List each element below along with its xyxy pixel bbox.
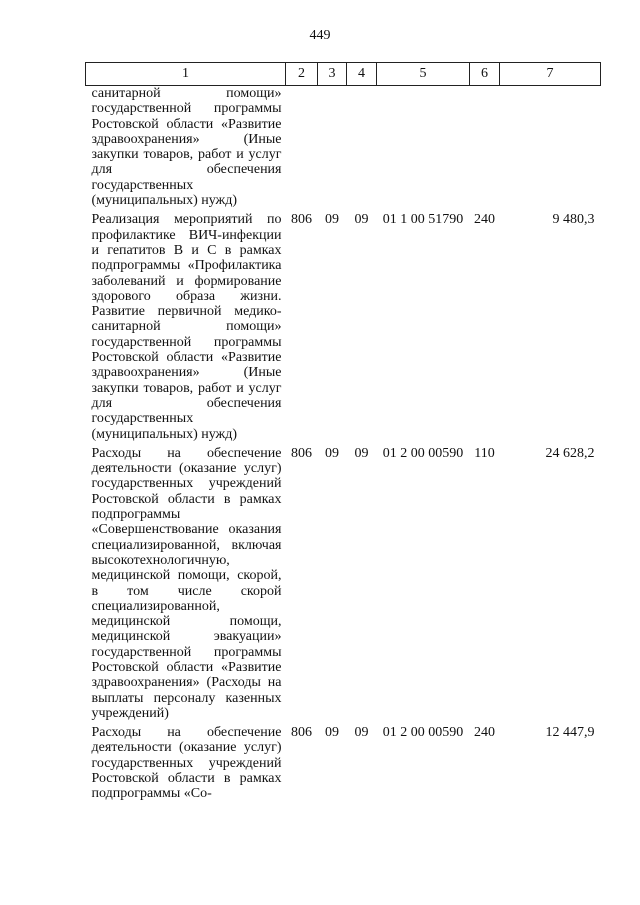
row-ministry-code — [286, 86, 318, 213]
header-col-7: 7 — [500, 63, 601, 86]
row-section-code — [318, 86, 347, 213]
header-col-4: 4 — [347, 63, 377, 86]
row-description: санитарной помощи» государственной программы Ростовской области «Развитие здравоохранения» (Иные закупки товаров, работ и услуг для обеспечения государственных (муниципальных) нужд) — [91, 86, 282, 209]
row-ministry-code: 806 — [291, 445, 312, 461]
row-target-article: 01 2 00 00590 — [382, 725, 464, 741]
row-ministry-code: 806 — [291, 212, 312, 228]
row-description: Реализация мероприятий по профилактике ВИЧ-инфекции и гепатитов В и С в рамках подпрограммы «Профилактика заболеваний и формирование здорового образа жизни. Развитие первичной медико-санитарной помощи» государственной программы Ростовской области «Развитие здравоохранения» (Иные закупки товаров, работ и услуг для обеспечения государственных (муниципальных) нужд) — [91, 212, 282, 442]
table-row — [86, 86, 601, 213]
row-amount — [500, 86, 601, 213]
table-row — [86, 212, 601, 445]
row-target-article — [377, 86, 470, 213]
row-expense-type: 110 — [474, 445, 495, 461]
row-description: Расходы на обеспечение деятельности (оказание услуг) государственных учреждений Ростовской области в рамках подпрограммы «Со- — [91, 725, 282, 802]
header-col-1: 1 — [86, 63, 286, 86]
row-target-article: 01 1 00 51790 — [382, 212, 464, 228]
row-ministry-code: 806 — [291, 725, 312, 741]
page-number: 449 — [309, 28, 331, 43]
row-expense-type: 240 — [474, 212, 495, 228]
row-section-code: 09 — [325, 725, 339, 741]
header-col-6: 6 — [470, 63, 500, 86]
row-amount: 9 480,3 — [552, 212, 595, 228]
row-subsection-code: 09 — [354, 212, 369, 228]
header-col-3: 3 — [318, 63, 347, 86]
header-col-5: 5 — [377, 63, 470, 86]
row-description: Расходы на обеспечение деятельности (оказание услуг) государственных учреждений Ростовской области в рамках подпрограммы «Совершенствование оказания специализированной, включая высокотехнологичную, медицинской помощи, скорой, в том числе скорой специализированной, медицинской помощи, медицинской эвакуации» государственной программы Ростовской области «Развитие здравоохранения» (Расходы на выплаты персоналу казенных учреждений) — [91, 445, 282, 721]
row-amount: 12 447,9 — [545, 725, 595, 741]
row-subsection-code — [347, 86, 377, 213]
budget-table — [85, 62, 601, 806]
row-expense-type — [470, 86, 500, 213]
row-section-code: 09 — [325, 445, 339, 461]
row-subsection-code: 09 — [354, 725, 369, 741]
row-amount: 24 628,2 — [545, 445, 595, 461]
header-col-2: 2 — [286, 63, 318, 86]
table-row — [86, 725, 601, 805]
table-row — [86, 446, 601, 725]
row-subsection-code: 09 — [354, 445, 369, 461]
header-row — [86, 63, 601, 86]
row-section-code: 09 — [325, 212, 339, 228]
row-expense-type: 240 — [474, 725, 495, 741]
row-target-article: 01 2 00 00590 — [382, 445, 464, 461]
